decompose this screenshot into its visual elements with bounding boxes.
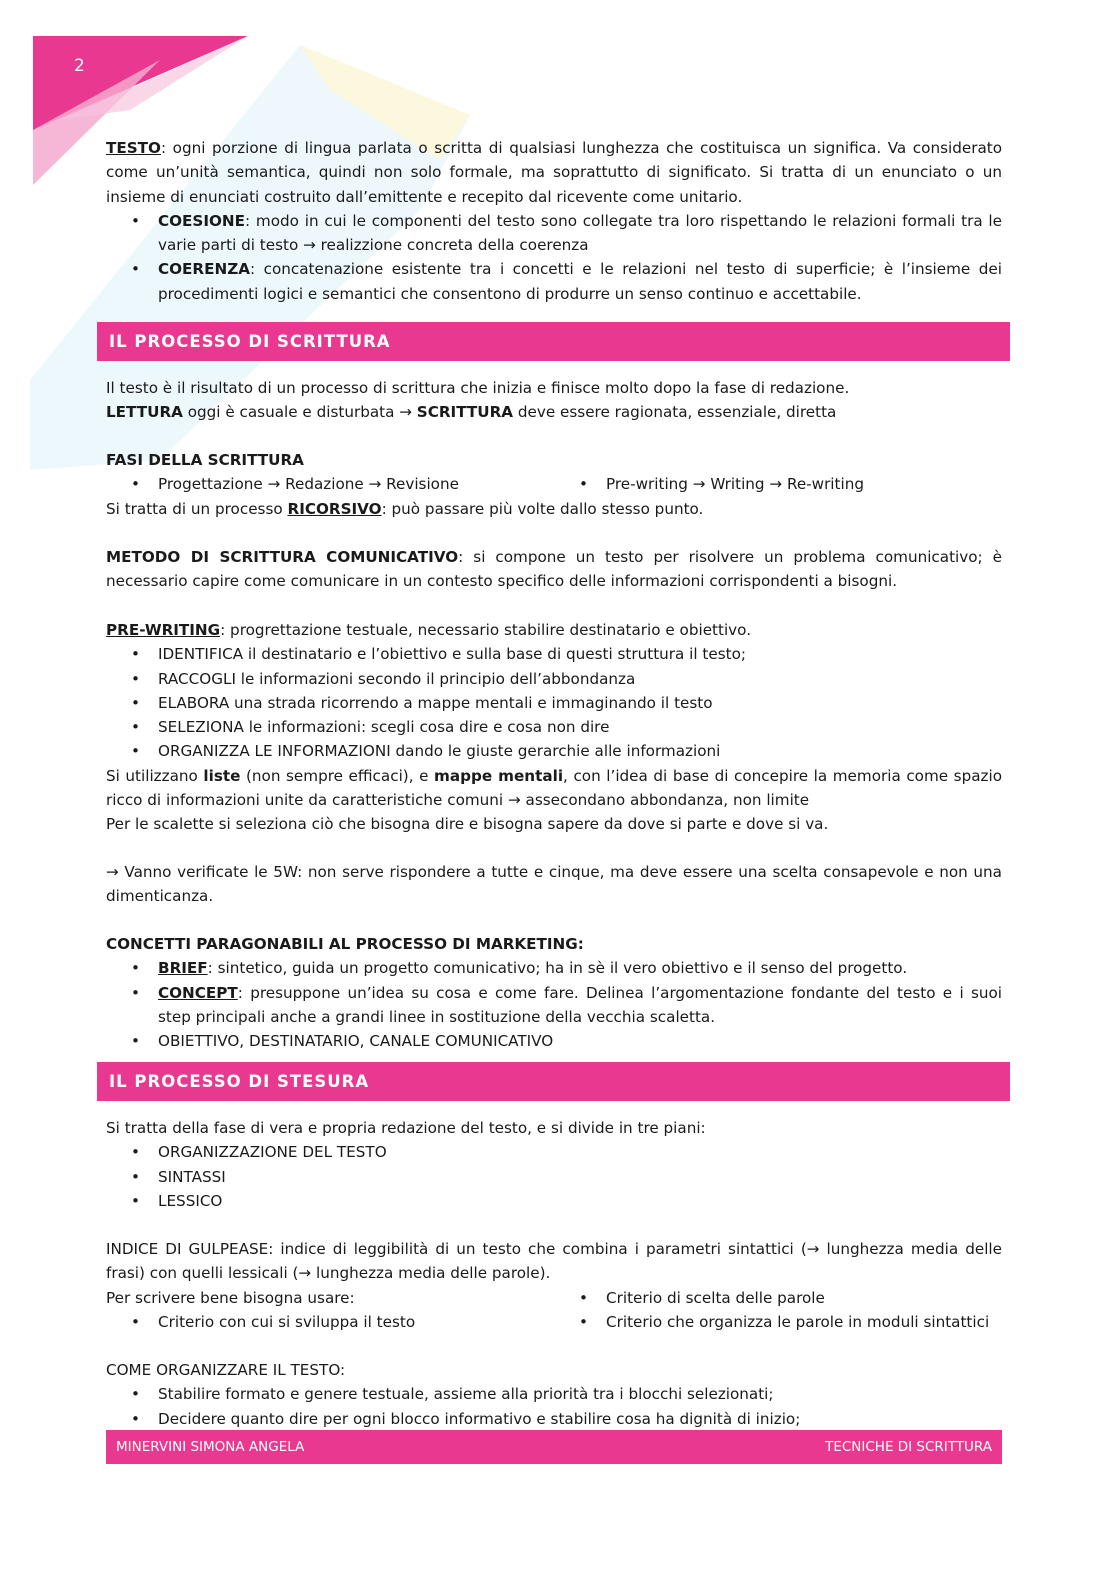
criteri-columns	[106, 1286, 1002, 1335]
section-heading-scrittura: IL PROCESSO DI SCRITTURA	[97, 322, 1010, 361]
come-list	[106, 1382, 1002, 1431]
list-item: • Pre-writing → Writing → Re-writing	[554, 472, 1002, 496]
concetti-block	[106, 932, 1002, 1053]
section1-body	[106, 376, 1002, 425]
list-item: • RACCOGLI le informazioni secondo il principio dell’abbondanza	[106, 667, 1002, 691]
list-item: • BRIEF: sintetico, guida un progetto comunicativo; ha in sè il vero obiettivo e il senso del progetto.	[106, 956, 1002, 980]
footer-author: MINERVINI SIMONA ANGELA	[116, 1439, 305, 1455]
prewriting-paragraph: PRE-WRITING: progrettazione testuale, necessario stabilire destinatario e obiettivo.	[106, 621, 752, 639]
gulpease-block	[106, 1237, 1002, 1334]
list-item: • Criterio che organizza le parole in moduli sintattici	[554, 1310, 1002, 1334]
paragraph: Il testo è il risultato di un processo di scrittura che inizia e finisce molto dopo la fase di redazione.	[106, 379, 850, 397]
paragraph: Si tratta della fase di vera e propria redazione del testo, e si divide in tre piani:	[106, 1119, 706, 1137]
list-item: • COESIONE: modo in cui le componenti del testo sono collegate tra loro rispettando le relazioni formali tra le varie parti di testo → realizzione concreta della coerenza	[106, 209, 1002, 258]
metodo-block	[106, 545, 1002, 594]
section-heading-stesura: IL PROCESSO DI STESURA	[97, 1062, 1010, 1101]
list-item: • Progettazione → Redazione → Revisione	[106, 472, 554, 496]
concetti-title: CONCETTI PARAGONABILI AL PROCESSO DI MARKETING:	[106, 935, 584, 953]
come-block	[106, 1358, 1002, 1431]
fasi-columns	[106, 472, 1002, 496]
metodo-paragraph: METODO DI SCRITTURA COMUNICATIVO: si compone un testo per risolvere un problema comunicativo; è necessario capire come comunicare in un contesto specifico delle informazioni corrispondenti a bisogni.	[106, 548, 1002, 591]
list-item: • Decidere quanto dire per ogni blocco informativo e stabilire cosa ha dignità di inizio;	[106, 1407, 1002, 1431]
list-item: • ORGANIZZAZIONE DEL TESTO	[106, 1140, 1002, 1164]
concetti-list	[106, 956, 1002, 1053]
prewriting-block	[106, 618, 1002, 837]
testo-definition: TESTO: ogni porzione di lingua parlata o scritta di qualsiasi lunghezza che costituisca un significa. Va considerato come un’unità semantica, quindi non solo formale, ma soprattutto di significato. Si tratta di un enunciato o un insieme di enunciati costruito dall’emittente e recepito dal ricevente come unitario.	[106, 139, 1002, 206]
paragraph: INDICE DI GULPEASE: indice di leggibilità di un testo che combina i parametri sintattici (→ lunghezza media delle frasi) con quelli lessicali (→ lunghezza media delle parole).	[106, 1240, 1002, 1283]
come-title: COME ORGANIZZARE IL TESTO:	[106, 1361, 346, 1379]
fasi-block	[106, 448, 1002, 521]
paragraph: → Vanno verificate le 5W: non serve rispondere a tutte e cinque, ma deve essere una scelta consapevole e non una dimenticanza.	[106, 863, 1002, 906]
paragraph: Per le scalette si seleziona ciò che bisogna dire e bisogna sapere da dove si parte e dove si va.	[106, 815, 829, 834]
list-item: • COERENZA: concatenazione esistente tra i concetti e le relazioni nel testo di superficie; è l’insieme dei procedimenti logici e semantici che consentono di produrre un senso continuo e accettabile.	[106, 257, 1002, 306]
list-item: • SELEZIONA le informazioni: scegli cosa dire e cosa non dire	[106, 715, 1002, 739]
footer-course: TECNICHE DI SCRITTURA	[825, 1439, 992, 1455]
list-item: • CONCEPT: presuppone un’idea su cosa e come fare. Delinea l’argomentazione fondante del testo e i suoi step principali anche a grandi linee in sostituzione della vecchia scaletta.	[106, 981, 1002, 1030]
paragraph: Per scrivere bene bisogna usare:	[106, 1288, 355, 1307]
page-number: 2	[74, 56, 85, 76]
paragraph: LETTURA oggi è casuale e disturbata → SCRITTURA deve essere ragionata, essenziale, diretta	[106, 403, 837, 422]
list-item: • Criterio di scelta delle parole	[554, 1286, 1002, 1310]
w5-block	[106, 860, 1002, 909]
list-item: • LESSICO	[106, 1189, 1002, 1213]
liste-paragraph: Si utilizzano liste (non sempre efficaci), e mappe mentali, con l’idea di base di concepire la memoria come spazio ricco di informazioni unite da caratteristiche comuni → assecondano abbondanza, non limite	[106, 766, 1003, 810]
list-item: • Criterio con cui si sviluppa il testo	[106, 1310, 554, 1334]
fasi-title: FASI DELLA SCRITTURA	[106, 451, 304, 469]
list-item: • Stabilire formato e genere testuale, assieme alla priorità tra i blocchi selezionati;	[106, 1382, 1002, 1406]
page-footer	[106, 1430, 1002, 1464]
intro-block	[106, 136, 1002, 306]
list-item: • SINTASSI	[106, 1165, 1002, 1189]
prewriting-list	[106, 642, 1002, 763]
ricorsivo-paragraph: Si tratta di un processo RICORSIVO: può passare più volte dallo stesso punto.	[106, 499, 704, 518]
piani-list	[106, 1140, 1002, 1213]
intro-list	[106, 209, 1002, 306]
section2-body	[106, 1116, 1002, 1213]
list-item: • IDENTIFICA il destinatario e l’obiettivo e sulla base di questi struttura il testo;	[106, 642, 1002, 666]
list-item: • ORGANIZZA LE INFORMAZIONI dando le giuste gerarchie alle informazioni	[106, 739, 1002, 763]
list-item: • OBIETTIVO, DESTINATARIO, CANALE COMUNICATIVO	[106, 1029, 1002, 1053]
list-item: • ELABORA una strada ricorrendo a mappe mentali e immaginando il testo	[106, 691, 1002, 715]
